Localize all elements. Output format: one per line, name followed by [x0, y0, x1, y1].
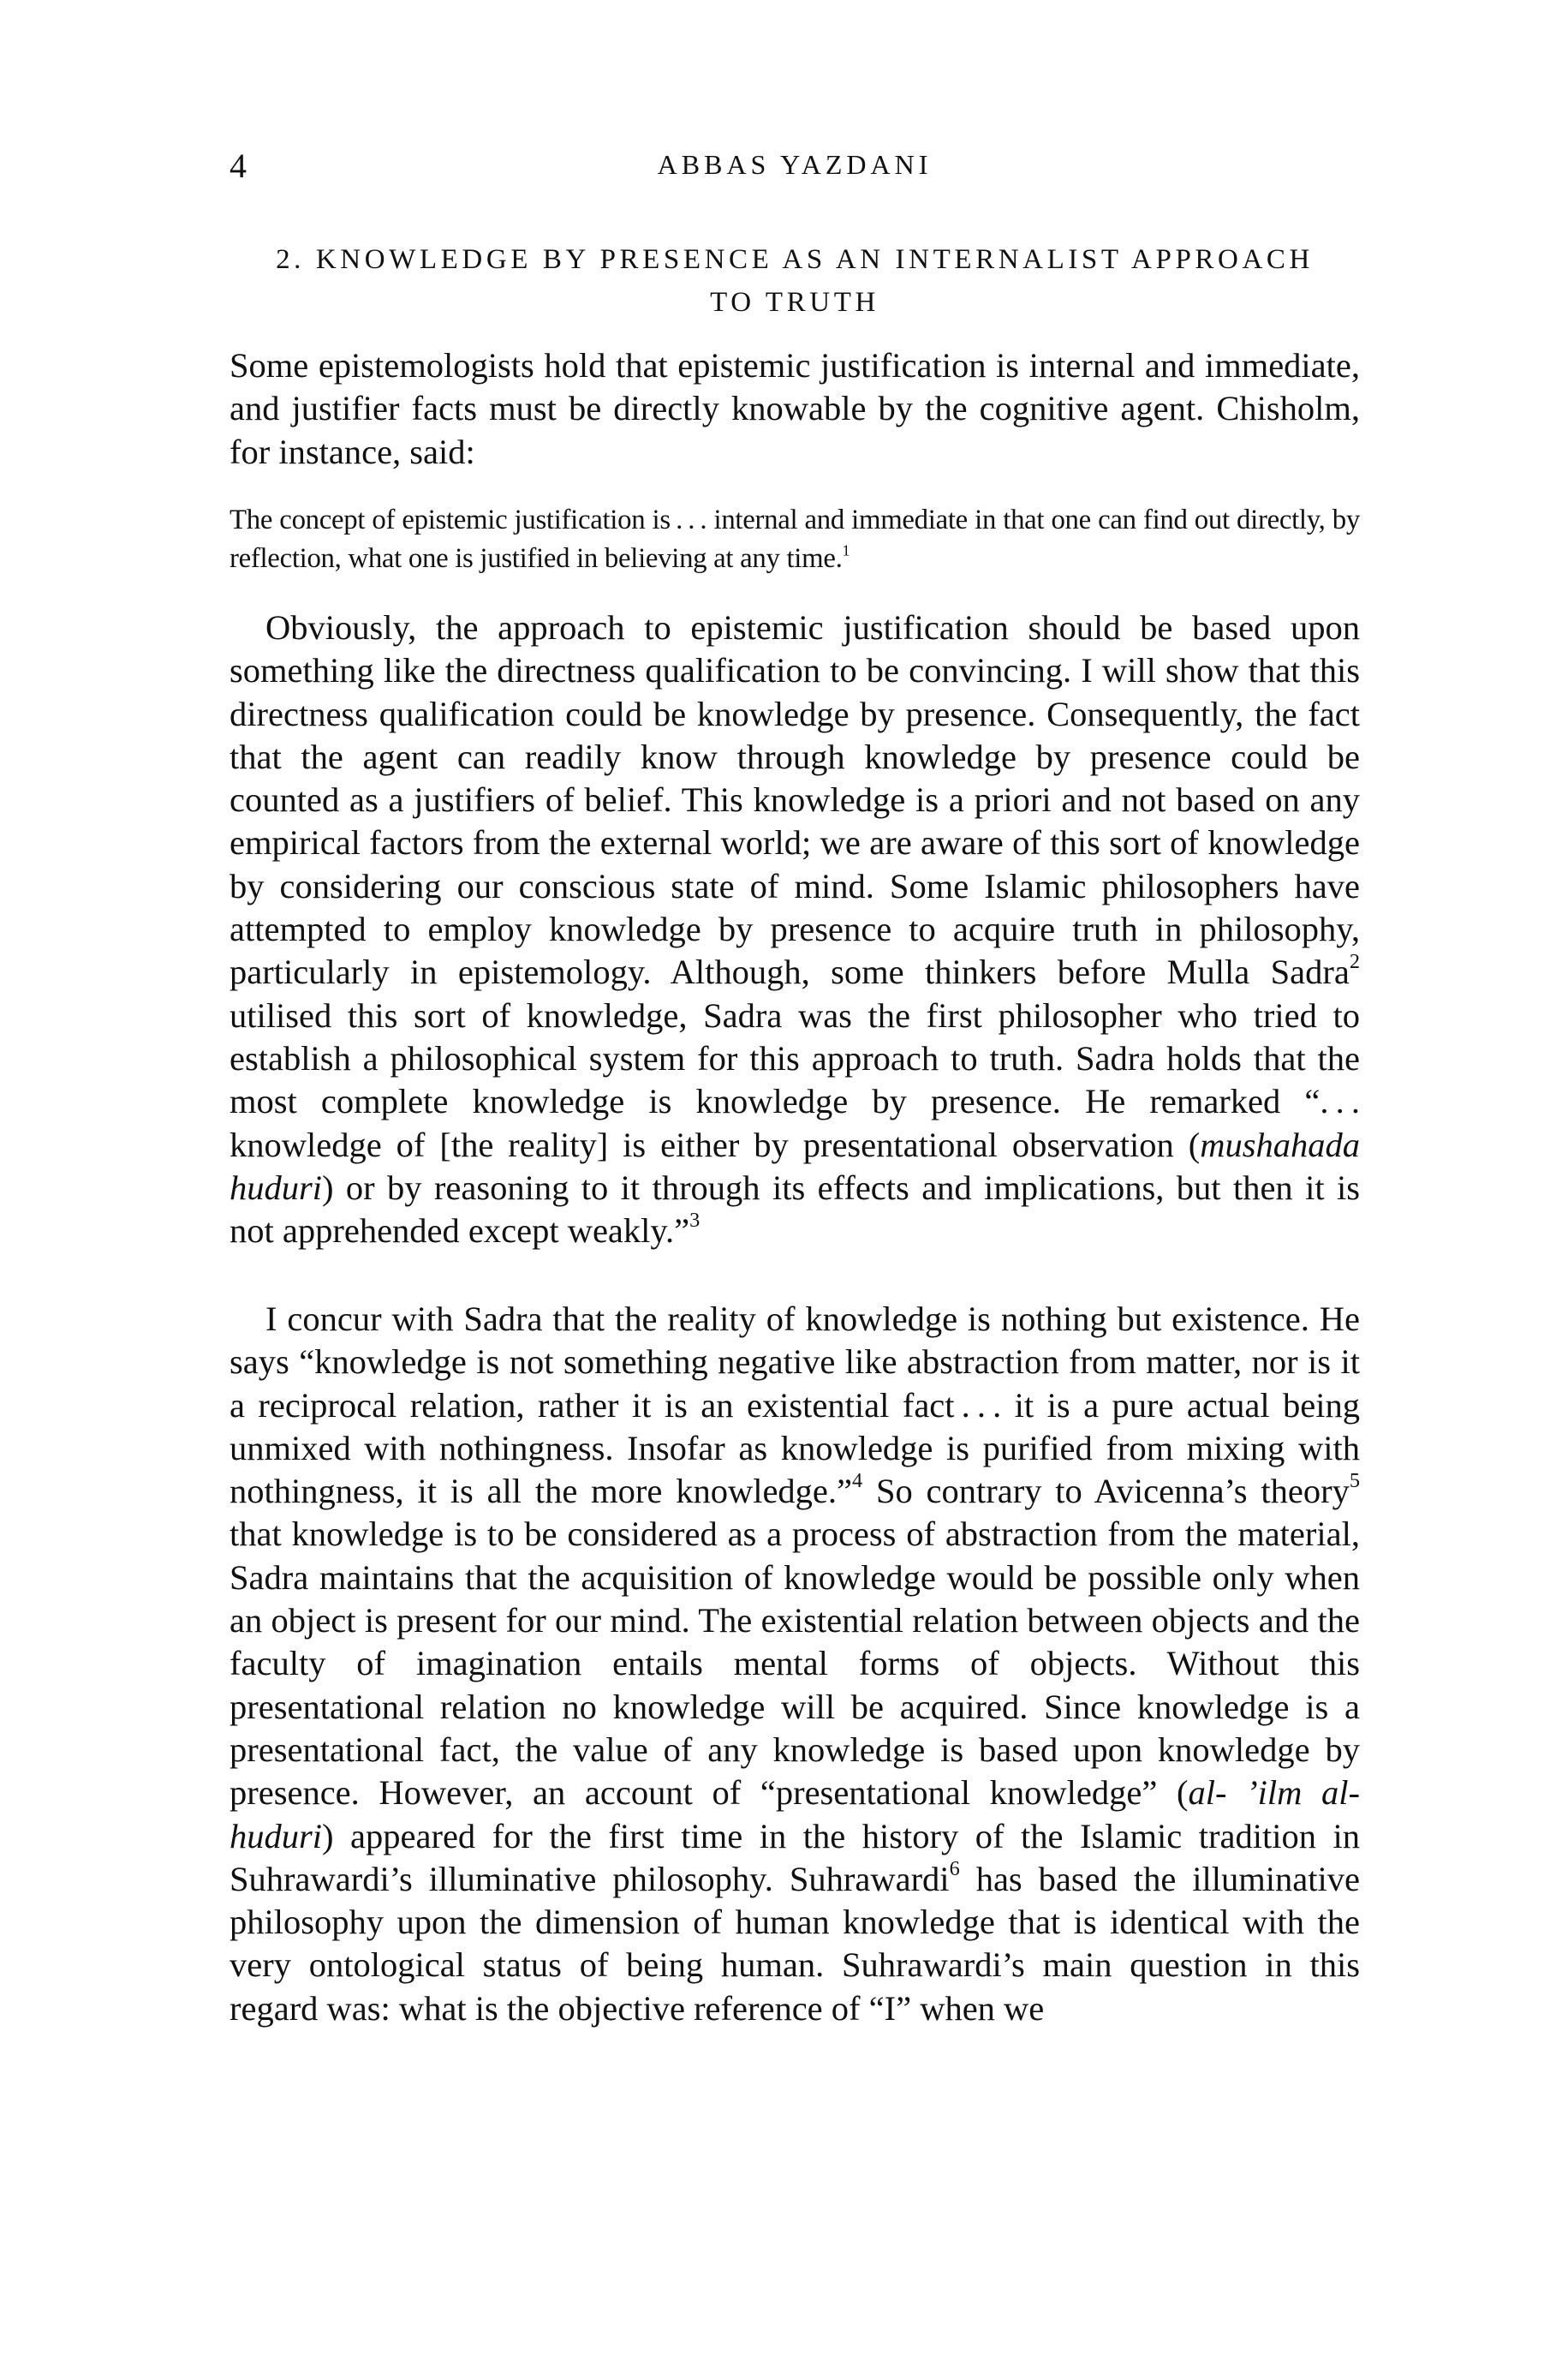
italic-term-al-ilm: al- ’ilm al-huduri	[230, 1773, 1361, 1855]
footnote-marker-4: 4	[852, 1468, 863, 1492]
paragraph-1	[230, 344, 1360, 474]
paragraph-3-text-b: So contrary to Avicenna’s theory	[862, 1472, 1350, 1511]
paragraph-3-text-c: that knowledge is to be considered as a process of abstraction from the material, Sadra maintains that the acquisition of knowledge would be possible only when an object is present for our mind. The existential relation between objects and the faculty of imagination entails mental forms of objects. Without this presentational relation no knowledge will be acquired. Since knowledge is a presentational fact, the value of any knowledge is based upon knowledge by presence. However, an account of “presentational knowledge” (	[230, 1515, 1360, 1813]
block-quote	[230, 501, 1360, 578]
paragraph-1-text: Some epistemologists hold that epistemic justification is internal and immediate, and justifier facts must be directly knowable by the cognitive agent. Chisholm, for instance, said:	[230, 346, 1360, 471]
footnote-marker-2: 2	[1349, 950, 1360, 974]
italic-term-mushahada: mushahada huduri	[230, 1125, 1360, 1207]
footnote-marker-3: 3	[689, 1208, 701, 1232]
paragraph-3-text-e: has based the illuminative philosophy upon the dimension of human knowledge that is identical with the very ontological status of being human. Suhrawardi’s main question in this regard was: what is the objective reference of “I” when we	[230, 1859, 1360, 2028]
section-heading-line-2: TO TRUTH	[710, 287, 879, 318]
paragraph-3-text-d: ) appeared for the first time in the history of the Islamic tradition in Suhrawardi’s illuminative philosophy. Suhrawardi	[230, 1816, 1360, 1898]
block-quote-text: The concept of epistemic justification is . . . internal and immediate in that one can find out directly, by reflection, what one is justified in believing at any time.	[230, 505, 1360, 574]
paragraph-2	[230, 606, 1360, 1252]
paragraph-2-text-c: ) or by reasoning to it through its effects and implications, but then it is not apprehended except weakly.”	[230, 1168, 1360, 1251]
page-number: 4	[230, 146, 247, 185]
footnote-marker-6: 6	[949, 1856, 960, 1880]
paragraph-2-text-a: Obviously, the approach to epistemic justification should be based upon something like the directness qualification to be convincing. I will show that this directness qualification could be knowledge by presence. Consequently, the fact that the agent can readily know through knowledge by presence could be counted as a justifiers of belief. This knowledge is a priori and not based on any empirical factors from the external world; we are aware of this sort of knowledge by considering our conscious state of mind. Some Islamic philosophers have attempted to employ knowledge by presence to acquire truth in philosophy, particularly in epistemology. Although, some thinkers before Mulla Sadra	[230, 608, 1360, 992]
paragraph-3	[230, 1298, 1360, 2030]
running-head-author: ABBAS YAZDANI	[657, 149, 933, 180]
running-head	[230, 146, 1360, 197]
paragraph-2-text-b: utilised this sort of knowledge, Sadra was the first philosopher who tried to establish a philosophical system for this approach to truth. Sadra holds that the most complete knowledge is knowledge by presence. He remarked “. . . knowledge of [the reality] is either by presentational observation (	[230, 995, 1360, 1164]
paragraph-3-text-a: I concur with Sadra that the reality of knowledge is nothing but existence. He says “knowledge is not something negative like abstraction from matter, nor is it a reciprocal relation, rather it is an existential fact . . . it is a pure actual being unmixed with nothingness. Insofar as knowledge is purified from mixing with nothingness, it is all the more knowledge.”	[230, 1300, 1360, 1511]
footnote-marker-5: 5	[1349, 1468, 1360, 1492]
footnote-marker-1: 1	[842, 541, 850, 559]
section-heading-line-1: 2. KNOWLEDGE BY PRESENCE AS AN INTERNALIST APPROACH	[276, 244, 1314, 275]
section-heading	[230, 238, 1360, 324]
